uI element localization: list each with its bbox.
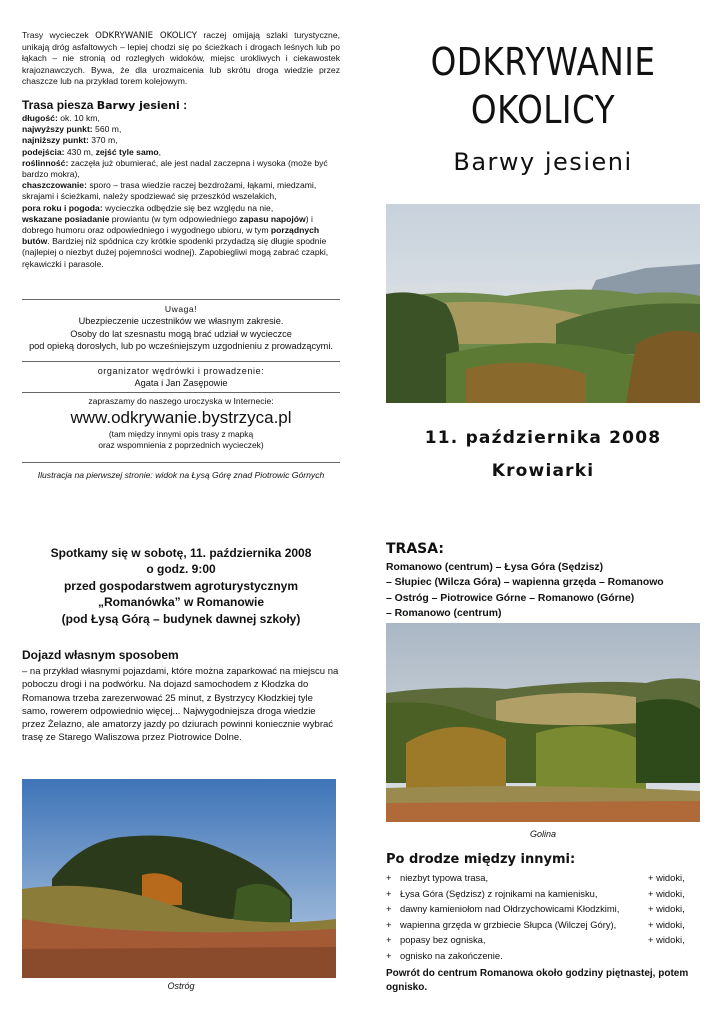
list-item: + wapienna grzęda w grzbiecie Słupca (Wilczej Góry), + widoki, xyxy=(386,918,685,930)
internet-block: zapraszamy do naszego uroczyska w Internecie: www.odkrywanie.bystrzyca.pl (tam między innymi opis trasy z mapką oraz wspomnienia z poprzednich wycieczek) xyxy=(22,396,340,451)
spotkanie-block: Spotkamy się w sobotę, 11. października 2008 o godz. 9:00 przed gospodarstwem agroturystycznym „Romanówka” w Romanowie (pod Łysą Górą – budynek dawnej szkoły) xyxy=(50,546,312,626)
uwaga-title: Uwaga! xyxy=(164,304,198,314)
divider-organizator xyxy=(22,361,340,362)
event-date: 11. października 2008 xyxy=(424,428,662,448)
po-drodze-heading: Po drodze między innymi: xyxy=(386,852,576,867)
brand-name: ODKRYWANIE OKOLICY xyxy=(95,31,197,41)
list-item: + dawny kamieniołom nad Ołdrzychowicami Kłodzkimi, + widoki, xyxy=(386,903,685,914)
title-line-1: ODKRYWANIE xyxy=(430,40,656,84)
list-item: + niezbyt typowa trasa, + widoki, xyxy=(386,872,685,883)
golina-photo xyxy=(386,623,700,822)
organizator-block: organizator wędrówki i prowadzenie: Agata i Jan Zasępowie xyxy=(22,366,340,390)
divider-uwaga xyxy=(22,299,340,300)
golina-caption: Golina xyxy=(529,829,556,839)
list-item: + popasy bez ogniska, + widoki, xyxy=(386,934,685,945)
trasa-piesza-heading: Trasa piesza Barwy jesieni : xyxy=(22,98,188,112)
dojazd-heading: Dojazd własnym sposobem xyxy=(22,648,179,662)
trasa-details: długość: ok. 10 km, najwyższy punkt: 560 m, najniższy punkt: 370 m, podejścia: 430 m, zejść tyle samo, roślinność: zaczęła już obumierać, ale jest nadal zaczepna i wysoka (może być bardzo mokra), chaszczowanie: sporo – trasa wiedzie raczej bezdrożami, łąkami, miedzami, skrajami i ścieżkami, należy spodziewać się przeszkód wszelakich, pora roku i pogoda: wycieczka odbędzie się bez względu na nie, wskazane posiadanie prowiantu (w tym odpowiedniego zapasu napojów) i dobrego humoru oraz odpowiedniego i wygodnego ubioru, w tym porządnych butów. Bardziej niż spódnica czy krótkie spodenki przydadzą się długie spodnie (najlepiej o niezbyt dużej pojemności wodnej). Zapobiegliwi mogą zabrać czapki, rękawiczki i parasole. xyxy=(22,113,329,269)
illustration-note: Ilustracja na pierwszej stronie: widok na Łysą Górę znad Piotrowic Górnych xyxy=(37,470,325,480)
ostrog-caption: Ostróg xyxy=(167,981,195,991)
ostrog-photo xyxy=(22,779,336,978)
event-place: Krowiarki xyxy=(491,461,595,481)
powrot-note: Powrót do centrum Romanowa około godziny piętnastej, potem ognisko. xyxy=(386,968,689,993)
trasa-route: Romanowo (centrum) – Łysa Góra (Sędzisz) – Słupiec (Wilcza Góra) – wapienna grzęda – Romanowo – Ostróg – Piotrowice Górne – Romanowo (Górne) – Romanowo (centrum) xyxy=(386,562,664,620)
cover-photo xyxy=(386,204,700,403)
organizator-names: Agata i Jan Zasępowie xyxy=(134,378,228,389)
po-drodze-list xyxy=(386,870,700,963)
list-item: + ognisko na zakończenie. xyxy=(386,949,503,961)
divider-internet xyxy=(22,392,340,393)
website-link[interactable]: www.odkrywanie.bystrzyca.pl xyxy=(70,408,292,428)
trasa-heading: TRASA: xyxy=(386,541,444,557)
main-title xyxy=(408,38,678,134)
divider-ilustracja xyxy=(22,462,340,463)
uwaga-block: Uwaga! Ubezpieczenie uczestników we własnym zakresie. Osoby do lat szesnastu mogą brać udział w wycieczce pod opieką dorosłych, lub po wcześniejszym uzgodnieniu z prowadzącymi. xyxy=(22,304,340,353)
dojazd-body: – na przykład własnymi pojazdami, które można zaparkować na miejscu na poboczu drogi i na podwórku. Na dojazd samochodem z Kłodzka do Romanowa trzeba zarezerwować 25 minut, z Bystrzycy Kłodzkiej tyle samo, rowerem odpowiednio więcej... Najwygodniejsza droga wiedzie przez Żelazno, ale amatorzy jazdy po dziurach powinni koniecznie wybrać trasę ze Starego Waliszowa przez Piotrowice Dolne. xyxy=(22,666,339,744)
title-line-2: OKOLICY xyxy=(470,88,616,132)
intro-paragraph: Trasy wycieczek ODKRYWANIE OKOLICY raczej omijają szlaki turystyczne, unikają dróg asfaltowych – lepiej chodzi się po ścieżkach i drogach leśnych lub po łąkach – nie stronią od rozległych widoków, miejsc urokliwych i ciekawostek krajoznawczych. Bywa, że dla urozmaicenia lub skrótu droga wiedzie przez chaszcze lub na przykład torem kolejowym. xyxy=(22,30,340,86)
list-item: + Łysa Góra (Sędzisz) z rojnikami na kamienisku, + widoki, xyxy=(386,887,685,899)
subtitle: Barwy jesieni xyxy=(453,148,633,176)
